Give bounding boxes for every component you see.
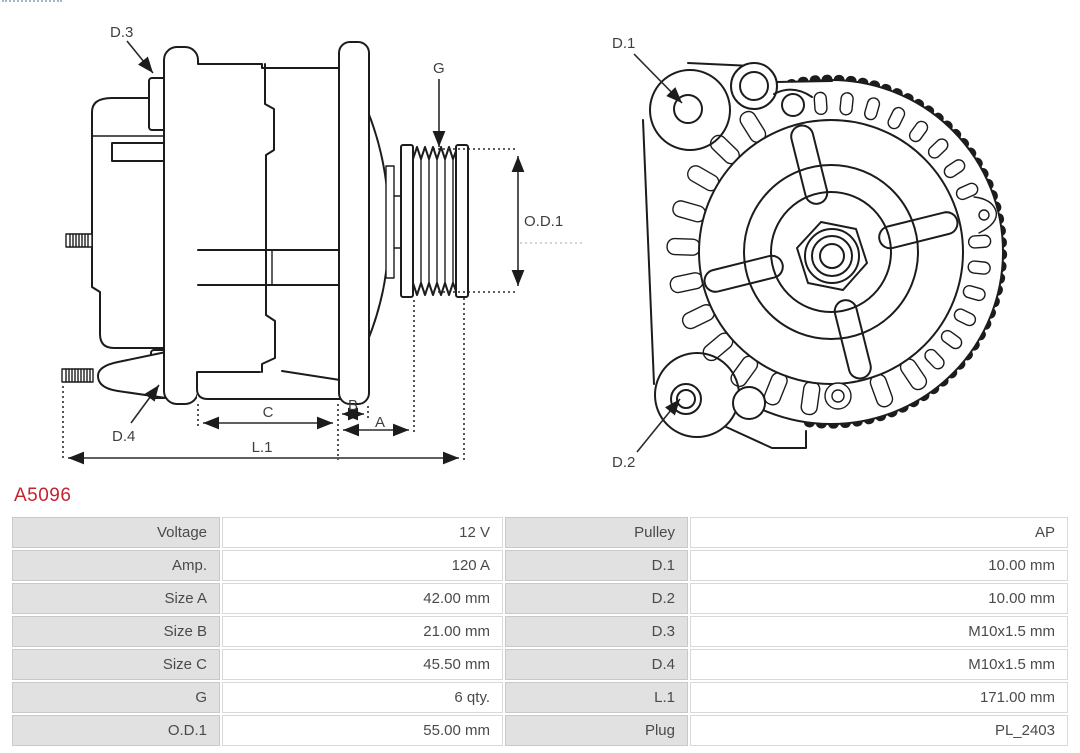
shaft-spacer [386, 166, 394, 278]
spec-label-cell: Voltage [12, 517, 220, 548]
spec-label-cell: Size B [12, 616, 220, 647]
page-edge-artifact [2, 0, 62, 2]
spec-value-cell: M10x1.5 mm [690, 616, 1068, 647]
spec-label-cell: Pulley [505, 517, 688, 548]
spec-label-cell: Amp. [12, 550, 220, 581]
side-view-drawing [62, 24, 582, 460]
spec-value-cell: 6 qty. [222, 682, 503, 713]
mounting-ear [98, 352, 166, 398]
rear-view-drawing [612, 35, 1003, 471]
spec-label-cell: L.1 [505, 682, 688, 713]
label-d2: D.2 [612, 454, 636, 471]
label-d1: D.1 [612, 35, 636, 52]
spec-value-cell: M10x1.5 mm [690, 649, 1068, 680]
spec-value-cell: 42.00 mm [222, 583, 503, 614]
spec-label-cell: D.4 [505, 649, 688, 680]
spec-label-cell: Plug [505, 715, 688, 746]
spec-label-cell: D.3 [505, 616, 688, 647]
spec-value-cell: 45.50 mm [222, 649, 503, 680]
spec-value-cell: 120 A [222, 550, 503, 581]
rear-flange [164, 47, 198, 404]
label-d3: D.3 [110, 24, 134, 41]
terminal-block [112, 143, 164, 161]
label-d4: D.4 [112, 428, 136, 445]
part-number[interactable]: A5096 [14, 485, 72, 506]
label-c: C [262, 404, 274, 421]
spec-label-cell: D.1 [505, 550, 688, 581]
spec-value-cell: 10.00 mm [690, 583, 1068, 614]
label-a: A [374, 414, 386, 431]
spec-label-cell: O.D.1 [12, 715, 220, 746]
pulley [401, 145, 468, 297]
front-bracket [339, 42, 369, 404]
stud-lower [62, 369, 93, 382]
spec-label-cell: Size A [12, 583, 220, 614]
label-od1: O.D.1 [524, 213, 564, 230]
spec-label-cell: Size C [12, 649, 220, 680]
label-l1: L.1 [251, 439, 273, 456]
spec-value-cell: 12 V [222, 517, 503, 548]
spec-label-cell: G [12, 682, 220, 713]
label-b: B [347, 397, 359, 414]
spec-value-cell: 171.00 mm [690, 682, 1068, 713]
stud-upper [66, 234, 92, 247]
spec-value-cell: 55.00 mm [222, 715, 503, 746]
spec-value-cell: AP [690, 517, 1068, 548]
spec-value-cell: PL_2403 [690, 715, 1068, 746]
spec-value-cell: 10.00 mm [690, 550, 1068, 581]
label-g: G [433, 60, 445, 77]
spec-table [12, 517, 1068, 746]
spec-label-cell: D.2 [505, 583, 688, 614]
spec-value-cell: 21.00 mm [222, 616, 503, 647]
